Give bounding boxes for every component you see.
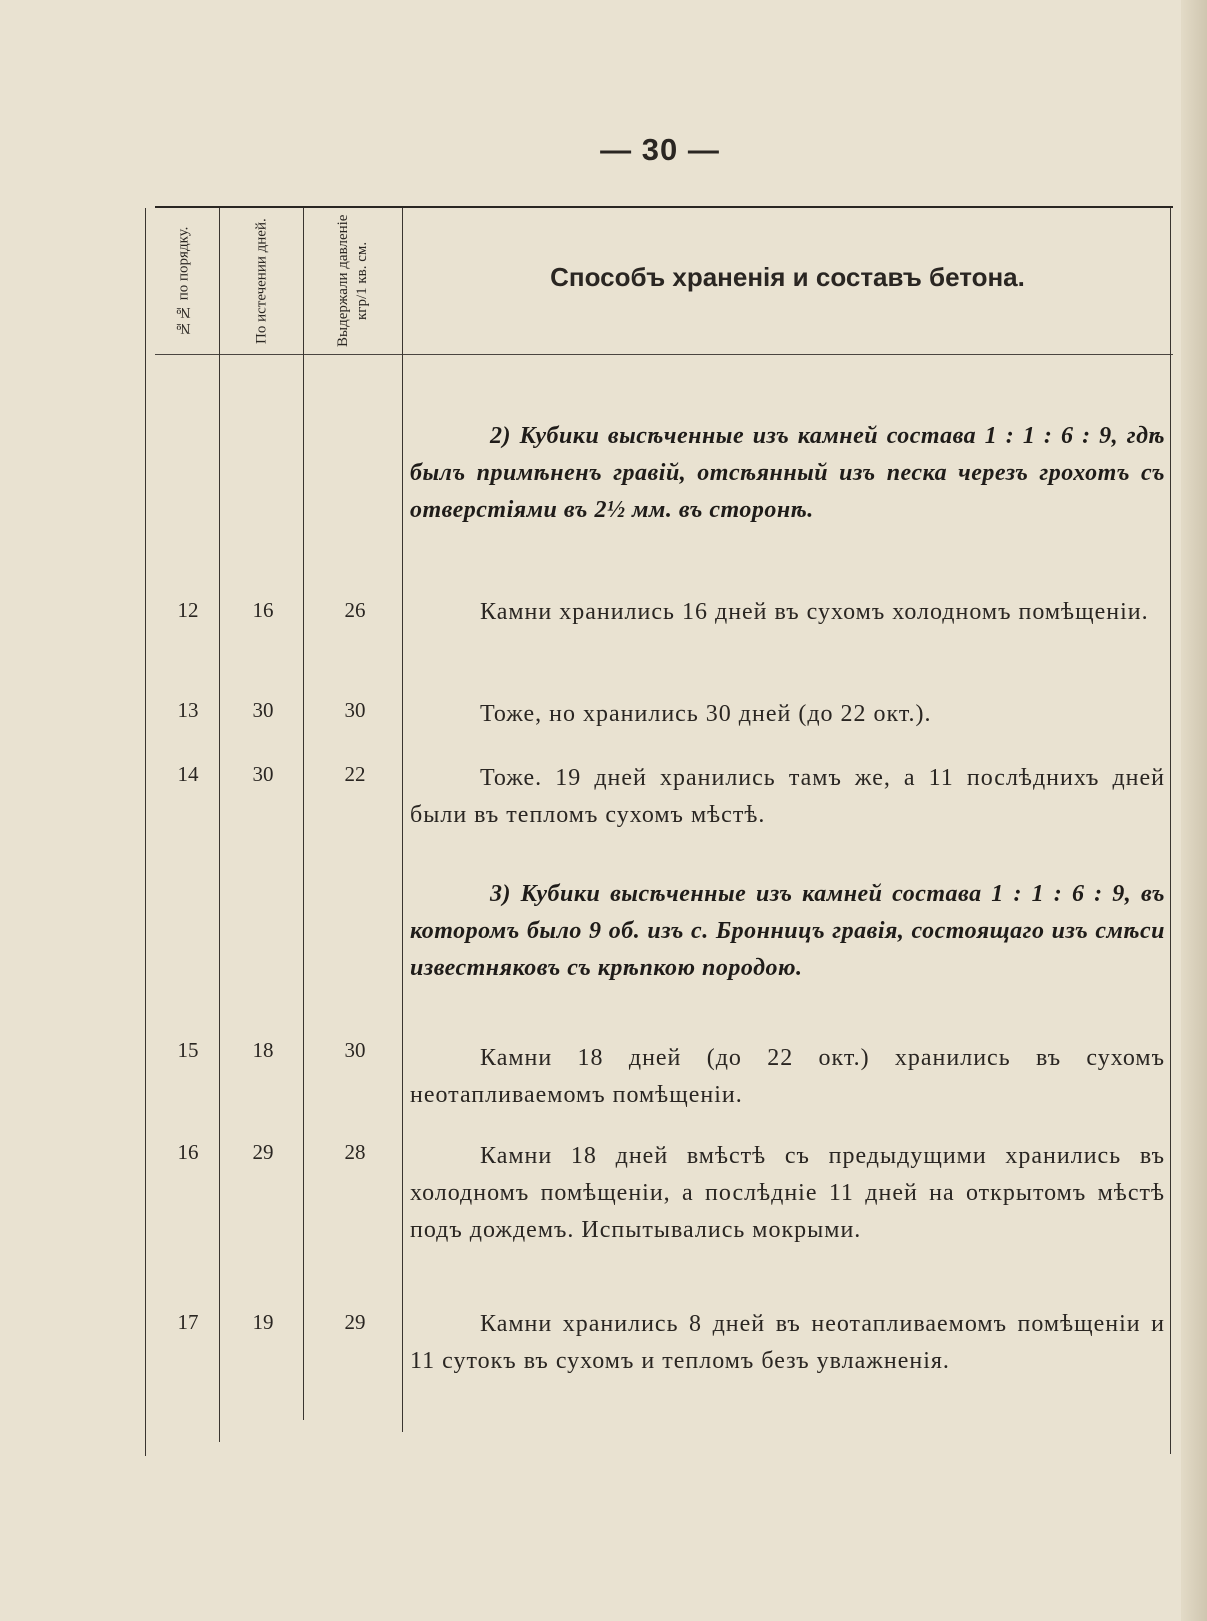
row-number: 12: [177, 598, 199, 622]
column-divider: [219, 208, 220, 1442]
header-number: №№ по порядку.: [175, 226, 192, 336]
row-days: 30: [252, 762, 274, 786]
row-number: 15: [177, 1038, 199, 1062]
row-pressure: 26: [344, 598, 366, 622]
header-days: По истечении дней.: [253, 218, 270, 344]
row-description: Камни 18 дней вмѣстѣ съ предыдущими хранились въ холодномъ помѣщеніи, а послѣдніе 11 дней на открытомъ мѣстѣ подъ дождемъ. Испытывались мокрыми.: [410, 1143, 1165, 1243]
header-pressure: Выдержали давленіе кгр/1 кв. см.: [335, 214, 370, 348]
column-divider: [303, 208, 304, 1420]
row-description: Камни 18 дней (до 22 окт.) хранились въ сухомъ неотапливаемомъ помѣщеніи.: [410, 1045, 1165, 1108]
row-days: 30: [252, 698, 274, 722]
row-days: 19: [252, 1310, 274, 1334]
row-number: 13: [177, 698, 199, 722]
row-pressure: 28: [344, 1140, 366, 1164]
row-description: Тоже. 19 дней хранились тамъ же, а 11 послѣднихъ дней были въ тепломъ сухомъ мѣстѣ.: [410, 765, 1165, 828]
row-description: Тоже, но хранились 30 дней (до 22 окт.).: [480, 701, 932, 727]
section-heading: 2) Кубики высѣченные изъ камней состава 1 : 1 : 6 : 9, гдѣ былъ примѣненъ гравій, отсѣянный изъ песка черезъ грохотъ съ отверстіями въ 2½ мм. въ сторонѣ.: [410, 423, 1165, 523]
row-pressure: 29: [344, 1310, 366, 1334]
row-pressure: 22: [344, 762, 366, 786]
row-number: 16: [177, 1140, 199, 1164]
row-description: Камни хранились 8 дней въ неотапливаемомъ помѣщеніи и 11 сутокъ въ сухомъ и тепломъ безъ увлажненія.: [410, 1311, 1165, 1374]
section-heading: 3) Кубики высѣченные изъ камней состава 1 : 1 : 6 : 9, въ которомъ было 9 об. изъ с. Бронницъ гравія, состоящаго изъ смѣси известняковъ съ крѣпкою породою.: [410, 881, 1165, 981]
column-divider: [1170, 208, 1171, 1454]
page-number: — 30 —: [600, 132, 720, 167]
row-pressure: 30: [344, 1038, 366, 1062]
row-days: 29: [252, 1140, 274, 1164]
table-header-rule: [155, 354, 1173, 355]
row-description: Камни хранились 16 дней въ сухомъ холодномъ помѣщеніи.: [480, 599, 1149, 625]
row-number: 14: [177, 762, 199, 786]
row-number: 17: [177, 1310, 199, 1334]
column-divider: [402, 208, 403, 1432]
row-days: 18: [252, 1038, 274, 1062]
row-days: 16: [252, 598, 274, 622]
column-divider: [145, 208, 146, 1456]
header-method: Способъ храненія и составъ бетона.: [550, 262, 1025, 292]
row-pressure: 30: [344, 698, 366, 722]
page-edge: [1181, 0, 1207, 1621]
table-top-rule: [155, 206, 1173, 208]
